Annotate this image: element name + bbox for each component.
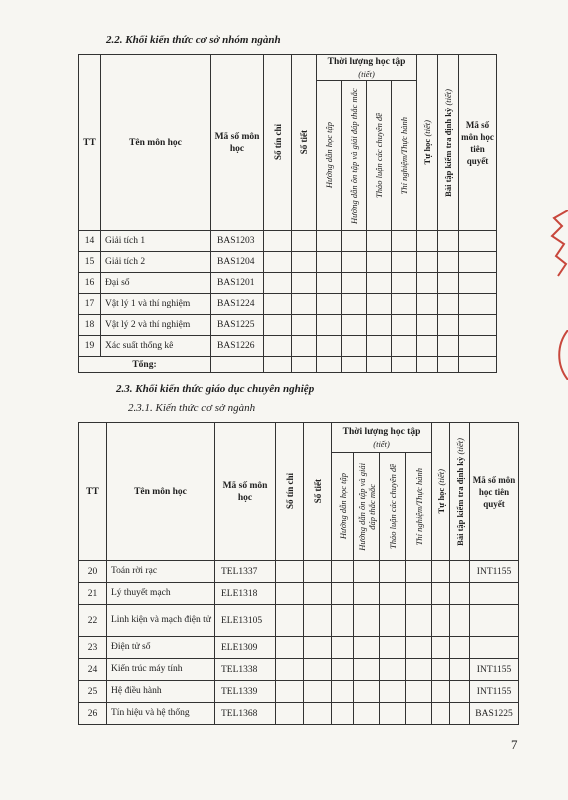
header-self-study-2: Tự học (tiết) <box>435 469 446 514</box>
self-study-cell <box>432 681 450 703</box>
course-code: TEL1368 <box>215 703 276 725</box>
periods-cell <box>292 273 317 294</box>
review-cell <box>354 703 380 725</box>
periods-cell <box>292 336 317 357</box>
row-number: 23 <box>79 637 107 659</box>
course-code: BAS1201 <box>211 273 264 294</box>
review-cell <box>342 252 367 273</box>
header-credits-2: Số tín chỉ <box>284 473 295 510</box>
exercise-cell <box>450 605 470 637</box>
subsection-heading-2-3-1: 2.3.1. Kiến thức cơ sở ngành <box>128 402 256 414</box>
exercise-cell <box>450 561 470 583</box>
lab-cell <box>406 583 432 605</box>
header-review-guide-2: Hướng dẫn ôn tập và giải đáp thắc mắc <box>356 462 377 551</box>
prerequisite-cell: BAS1225 <box>470 703 519 725</box>
row-number: 22 <box>79 605 107 637</box>
course-code: TEL1339 <box>215 681 276 703</box>
discuss-cell <box>380 637 406 659</box>
lab-cell <box>392 315 417 336</box>
table-row <box>79 231 497 252</box>
exercise-cell <box>438 252 459 273</box>
self-study-cell <box>417 231 438 252</box>
guide-cell <box>317 231 342 252</box>
table-row <box>79 315 497 336</box>
course-code: TEL1337 <box>215 561 276 583</box>
table-row <box>79 703 519 725</box>
self-study-cell <box>417 294 438 315</box>
lab-cell <box>406 703 432 725</box>
prerequisite-cell <box>459 273 497 294</box>
credits-cell <box>276 659 304 681</box>
review-cell <box>354 659 380 681</box>
self-study-cell <box>432 605 450 637</box>
table-row <box>79 681 519 703</box>
self-study-cell <box>432 583 450 605</box>
credits-cell <box>276 583 304 605</box>
lab-cell <box>392 252 417 273</box>
header-lab-practice: Thí nghiệm/Thực hành <box>399 116 410 195</box>
page-number: 7 <box>511 737 518 752</box>
periods-cell <box>304 703 332 725</box>
row-number: 20 <box>79 561 107 583</box>
credits-cell <box>264 315 292 336</box>
credits-cell <box>276 637 304 659</box>
credits-cell <box>276 561 304 583</box>
review-cell <box>342 294 367 315</box>
discuss-cell <box>380 605 406 637</box>
prerequisite-cell <box>459 252 497 273</box>
header-duration-group <box>317 55 417 81</box>
periods-cell <box>304 583 332 605</box>
self-study-cell <box>432 561 450 583</box>
header-periodic-exercise: Bài tập kiểm tra định kỳ (tiết) <box>443 88 454 197</box>
section-heading-2-3: 2.3. Khối kiến thức giáo dục chuyên nghiệp <box>116 383 315 395</box>
review-cell <box>342 231 367 252</box>
lab-cell <box>392 294 417 315</box>
header-course-code: Mã số môn học <box>211 55 264 231</box>
course-name: Vật lý 1 và thí nghiệm <box>101 294 211 315</box>
course-table-basic <box>78 54 497 373</box>
header-study-guide: Hướng dẫn học tập <box>324 122 334 189</box>
stamp-edge-icon <box>552 330 568 380</box>
course-name: Đại số <box>101 273 211 294</box>
periods-cell <box>292 252 317 273</box>
row-number: 26 <box>79 703 107 725</box>
course-name: Kiến trúc máy tính <box>107 659 215 681</box>
lab-cell <box>406 605 432 637</box>
exercise-cell <box>450 659 470 681</box>
exercise-cell <box>450 583 470 605</box>
self-study-cell <box>432 659 450 681</box>
header-periodic-exercise-2: Bài tập kiểm tra định kỳ (tiết) <box>454 437 465 546</box>
course-code: ELE1318 <box>215 583 276 605</box>
course-code: ELE13105 <box>215 605 276 637</box>
row-number: 18 <box>79 315 101 336</box>
header-periods: Số tiết <box>299 130 309 155</box>
header-course-code-2: Mã số môn học <box>215 423 276 561</box>
review-cell <box>354 605 380 637</box>
periods-cell <box>292 294 317 315</box>
header-topic-discussion: Thảo luận các chuyên đề <box>374 113 384 198</box>
course-name: Toán rời rạc <box>107 561 215 583</box>
table-row <box>79 561 519 583</box>
header-prerequisite-2: Mã số môn học tiên quyết <box>470 423 519 561</box>
discuss-cell <box>380 703 406 725</box>
guide-cell <box>332 605 354 637</box>
self-study-cell <box>417 336 438 357</box>
credits-cell <box>264 231 292 252</box>
exercise-cell <box>438 273 459 294</box>
course-name: Tín hiệu và hệ thống <box>107 703 215 725</box>
review-cell <box>354 681 380 703</box>
exercise-cell <box>438 294 459 315</box>
table-row <box>79 294 497 315</box>
lab-cell <box>406 561 432 583</box>
guide-cell <box>332 561 354 583</box>
credits-cell <box>276 681 304 703</box>
lab-cell <box>392 273 417 294</box>
course-table-professional <box>78 422 519 725</box>
course-name: Linh kiện và mạch điện tử <box>107 605 215 637</box>
row-number: 15 <box>79 252 101 273</box>
course-name: Hệ điều hành <box>107 681 215 703</box>
prerequisite-cell: INT1155 <box>470 659 519 681</box>
course-code: ELE1309 <box>215 637 276 659</box>
exercise-cell <box>450 703 470 725</box>
guide-cell <box>332 703 354 725</box>
prerequisite-cell <box>459 294 497 315</box>
credits-cell <box>264 252 292 273</box>
discuss-cell <box>367 252 392 273</box>
course-code: BAS1204 <box>211 252 264 273</box>
lab-cell <box>392 336 417 357</box>
discuss-cell <box>367 315 392 336</box>
credits-cell <box>276 605 304 637</box>
guide-cell <box>317 315 342 336</box>
duration-group-unit-2: (tiết) <box>373 438 390 449</box>
course-name: Điện tử số <box>107 637 215 659</box>
exercise-cell <box>438 315 459 336</box>
prerequisite-cell: INT1155 <box>470 561 519 583</box>
total-label: Tổng: <box>79 357 211 373</box>
row-number: 17 <box>79 294 101 315</box>
credits-cell <box>264 273 292 294</box>
review-cell <box>354 561 380 583</box>
guide-cell <box>317 294 342 315</box>
table-row <box>79 252 497 273</box>
course-code: BAS1203 <box>211 231 264 252</box>
header-course-name-2: Tên môn học <box>107 423 215 561</box>
review-cell <box>342 315 367 336</box>
header-course-name: Tên môn học <box>101 55 211 231</box>
guide-cell <box>332 583 354 605</box>
guide-cell <box>332 659 354 681</box>
prerequisite-cell <box>459 336 497 357</box>
prerequisite-cell <box>470 637 519 659</box>
table-row <box>79 637 519 659</box>
periods-cell <box>304 561 332 583</box>
course-code: BAS1224 <box>211 294 264 315</box>
duration-group-title: Thời lượng học tập <box>327 56 406 67</box>
course-name: Lý thuyết mạch <box>107 583 215 605</box>
course-name: Xác suất thống kê <box>101 336 211 357</box>
header-tt-2: TT <box>79 423 107 561</box>
course-name: Giải tích 2 <box>101 252 211 273</box>
prerequisite-cell <box>459 231 497 252</box>
credits-cell <box>264 336 292 357</box>
table-row <box>79 605 519 637</box>
review-cell <box>342 336 367 357</box>
self-study-cell <box>417 315 438 336</box>
row-number: 19 <box>79 336 101 357</box>
row-number: 25 <box>79 681 107 703</box>
row-number: 24 <box>79 659 107 681</box>
discuss-cell <box>380 681 406 703</box>
periods-cell <box>304 659 332 681</box>
guide-cell <box>317 336 342 357</box>
table-row <box>79 659 519 681</box>
guide-cell <box>332 681 354 703</box>
self-study-cell <box>432 703 450 725</box>
exercise-cell <box>438 336 459 357</box>
discuss-cell <box>367 336 392 357</box>
section-heading-2-2: 2.2. Khối kiến thức cơ sở nhóm ngành <box>106 34 281 46</box>
prerequisite-cell <box>470 583 519 605</box>
self-study-cell <box>432 637 450 659</box>
duration-group-title-2: Thời lượng học tập <box>342 426 421 437</box>
self-study-cell <box>417 273 438 294</box>
periods-cell <box>292 315 317 336</box>
course-code: TEL1338 <box>215 659 276 681</box>
credits-cell <box>276 703 304 725</box>
periods-cell <box>304 681 332 703</box>
guide-cell <box>317 273 342 294</box>
header-topic-discussion-2: Thảo luận các chuyên đề <box>387 464 398 549</box>
row-number: 14 <box>79 231 101 252</box>
prerequisite-cell: INT1155 <box>470 681 519 703</box>
header-study-guide-2: Hướng dẫn học tập <box>337 473 348 540</box>
exercise-cell <box>450 681 470 703</box>
header-tt: TT <box>79 55 101 231</box>
discuss-cell <box>380 659 406 681</box>
self-study-cell <box>417 252 438 273</box>
table-row <box>79 583 519 605</box>
prerequisite-cell <box>470 605 519 637</box>
lab-cell <box>406 659 432 681</box>
course-name: Vật lý 2 và thí nghiệm <box>101 315 211 336</box>
periods-cell <box>304 637 332 659</box>
periods-cell <box>292 231 317 252</box>
review-cell <box>342 273 367 294</box>
lab-cell <box>406 637 432 659</box>
exercise-cell <box>438 231 459 252</box>
guide-cell <box>332 637 354 659</box>
credits-cell <box>264 294 292 315</box>
review-cell <box>354 583 380 605</box>
row-number: 16 <box>79 273 101 294</box>
periods-cell <box>304 605 332 637</box>
course-code: BAS1225 <box>211 315 264 336</box>
header-self-study: Tự học (tiết) <box>422 120 433 165</box>
table-row <box>79 336 497 357</box>
course-name: Giải tích 1 <box>101 231 211 252</box>
duration-group-unit: (tiết) <box>358 68 375 79</box>
table-row <box>79 273 497 294</box>
stamp-fragment-icon <box>548 210 568 280</box>
lab-cell <box>392 231 417 252</box>
review-cell <box>354 637 380 659</box>
header-duration-group-2 <box>332 423 432 453</box>
header-review-guide: Hướng dẫn ôn tập và giải đáp thắc mắc <box>349 87 359 224</box>
header-periods-2: Số tiết <box>312 479 323 504</box>
row-number: 21 <box>79 583 107 605</box>
discuss-cell <box>367 273 392 294</box>
lab-cell <box>406 681 432 703</box>
header-lab-practice-2: Thí nghiệm/Thực hành <box>413 467 424 546</box>
header-prerequisite: Mã số môn học tiên quyết <box>459 55 497 231</box>
exercise-cell <box>450 637 470 659</box>
discuss-cell <box>367 294 392 315</box>
guide-cell <box>317 252 342 273</box>
header-credits: Số tín chỉ <box>272 124 283 161</box>
discuss-cell <box>367 231 392 252</box>
course-code: BAS1226 <box>211 336 264 357</box>
discuss-cell <box>380 561 406 583</box>
prerequisite-cell <box>459 315 497 336</box>
discuss-cell <box>380 583 406 605</box>
